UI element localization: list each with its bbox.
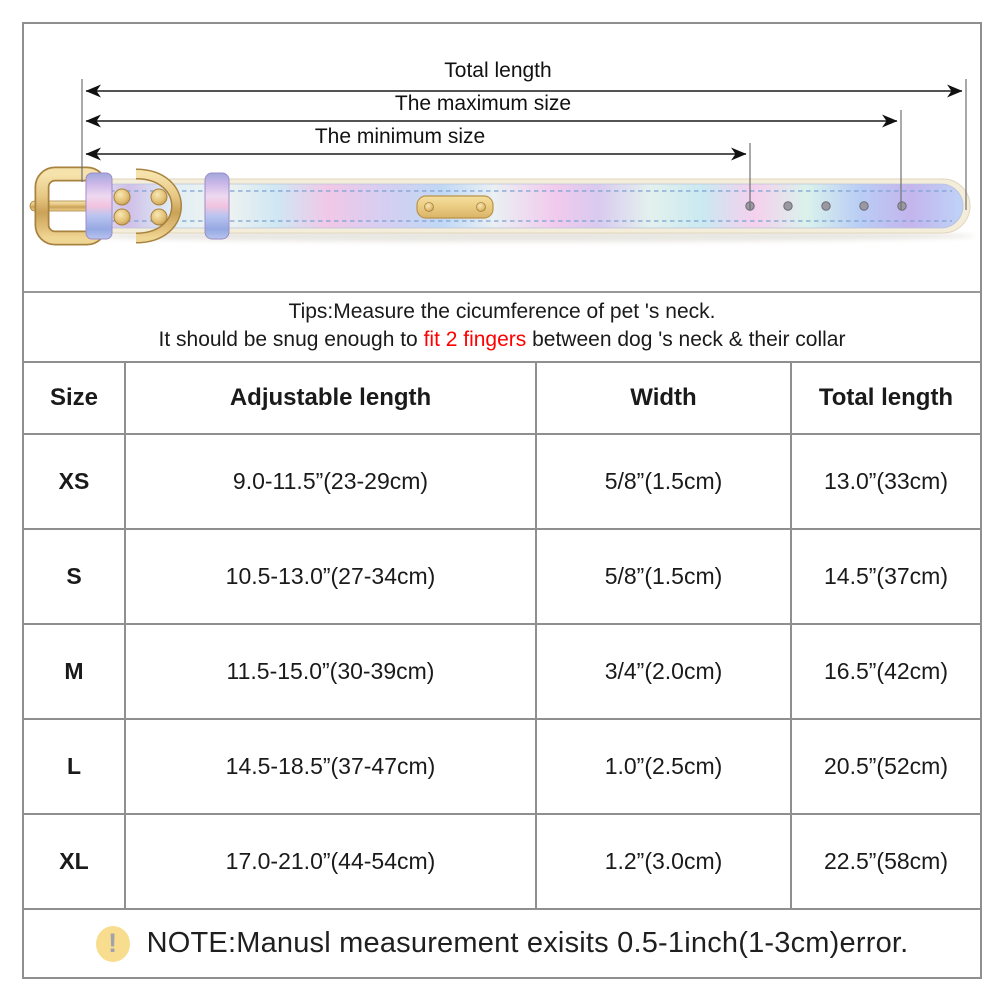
header-total-length: Total length <box>790 363 980 433</box>
table-cell-total: 14.5”(37cm) <box>790 528 980 623</box>
header-width: Width <box>535 363 790 433</box>
table-cell-total: 22.5”(58cm) <box>790 813 980 908</box>
size-table <box>24 361 980 908</box>
table-cell-total: 13.0”(33cm) <box>790 433 980 528</box>
tips-section <box>24 291 980 361</box>
collar-keeper-loop <box>205 173 229 239</box>
table-cell-width: 1.0”(2.5cm) <box>535 718 790 813</box>
chart-frame <box>22 22 982 979</box>
collar-buckle <box>30 173 112 239</box>
table-cell-size: M <box>24 623 124 718</box>
table-cell-size: XS <box>24 433 124 528</box>
table-cell-width: 1.2”(3.0cm) <box>535 813 790 908</box>
table-cell-size: L <box>24 718 124 813</box>
note-text: NOTE:Manusl measurement exisits 0.5-1inch(1-3cm)error. <box>146 927 909 959</box>
collar-nameplate <box>417 196 493 218</box>
buckle-wrap-strap <box>86 173 112 239</box>
table-cell-size: S <box>24 528 124 623</box>
collar-measurement-diagram <box>24 24 980 291</box>
tips-highlight: fit 2 fingers <box>423 328 527 351</box>
tips-line-2-before: It should be snug enough to <box>158 328 424 351</box>
table-cell-adjustable: 9.0-11.5”(23-29cm) <box>124 433 535 528</box>
header-adjustable-length: Adjustable length <box>124 363 535 433</box>
table-cell-adjustable: 17.0-21.0”(44-54cm) <box>124 813 535 908</box>
table-cell-total: 16.5”(42cm) <box>790 623 980 718</box>
total-length-label: Total length <box>444 59 552 82</box>
minimum-size-label: The minimum size <box>314 125 486 148</box>
exclamation-glyph: ! <box>108 928 118 958</box>
header-size: Size <box>24 363 124 433</box>
table-cell-size: XL <box>24 813 124 908</box>
tips-line-1: Tips:Measure the cicumference of pet 's neck. <box>288 300 716 323</box>
tips-line-2 <box>24 326 980 354</box>
tips-line-2-after: between dog 's neck & their collar <box>526 328 846 351</box>
table-cell-width: 3/4”(2.0cm) <box>535 623 790 718</box>
maximum-size-label: The maximum size <box>394 92 572 115</box>
table-cell-adjustable: 11.5-15.0”(30-39cm) <box>124 623 535 718</box>
table-cell-adjustable: 10.5-13.0”(27-34cm) <box>124 528 535 623</box>
note-section <box>24 908 980 977</box>
table-cell-width: 5/8”(1.5cm) <box>535 433 790 528</box>
exclamation-icon <box>96 926 130 962</box>
table-cell-adjustable: 14.5-18.5”(37-47cm) <box>124 718 535 813</box>
table-cell-total: 20.5”(52cm) <box>790 718 980 813</box>
table-cell-width: 5/8”(1.5cm) <box>535 528 790 623</box>
